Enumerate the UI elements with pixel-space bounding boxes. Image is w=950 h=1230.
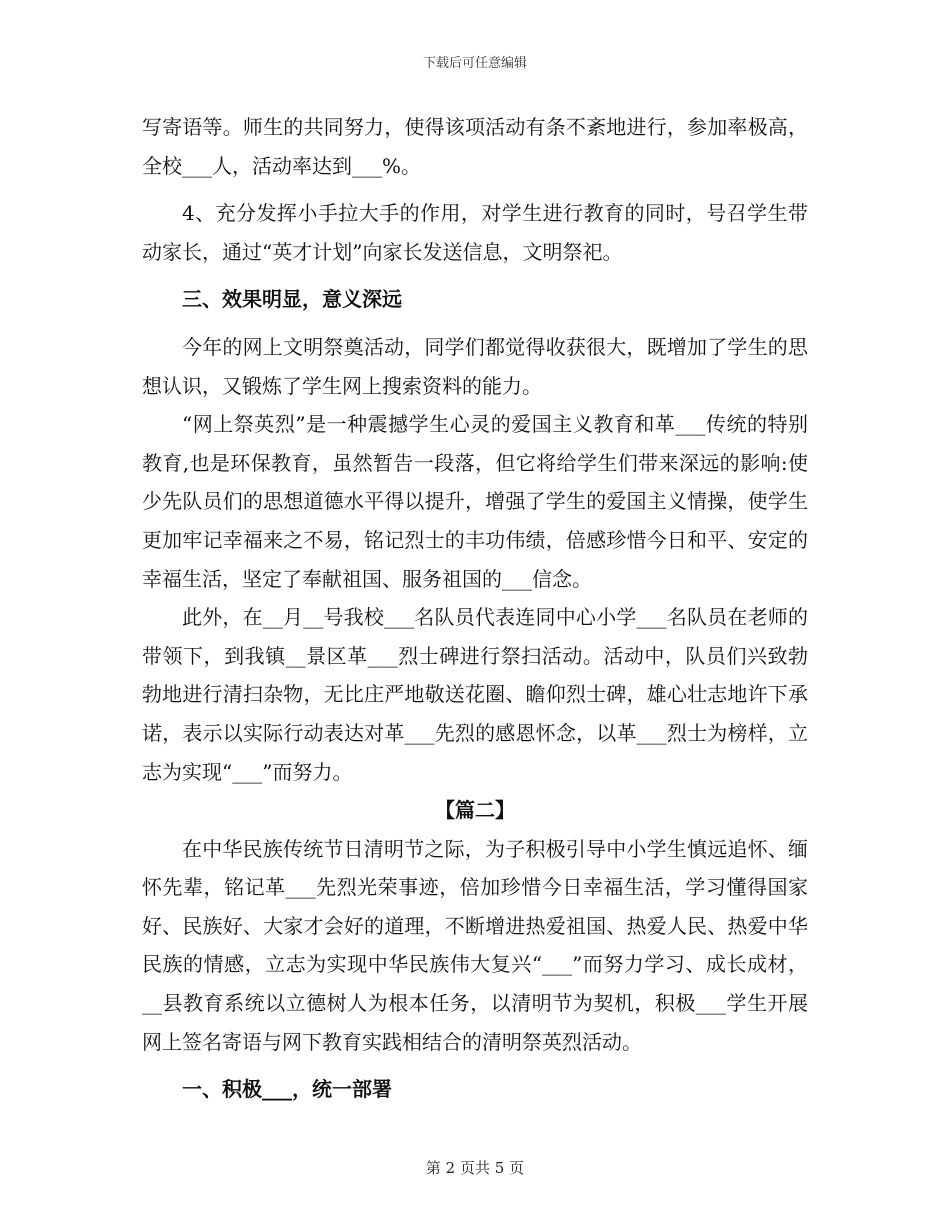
paragraph-additional: 此外，在__月__号我校___名队员代表连同中心小学___名队员在老师的带领下，到我镇__景区革___烈士碑进行祭扫活动。活动中，队员们兴致勃勃地进行清扫杂物，无比庄严地敬送花圈、瞻仰烈士碑，雄心壮志地许下承诺，表示以实际行动表达对革___先烈的感恩怀念，以革___烈士为榜样，立志为实现“___”而努力。 [142, 605, 808, 784]
paragraph-continuation: 写寄语等。师生的共同努力，使得该项活动有条不紊地进行，参加率极高，全校___人，活动率达到___%。 [142, 115, 808, 178]
section-heading-1: 一、积极___，统一部署 [182, 1077, 392, 1102]
section-heading-3: 三、效果明显，意义深远 [182, 287, 402, 312]
paragraph-results: 今年的网上文明祭奠活动，同学们都觉得收获很大，既增加了学生的思想认识，又锻炼了学生网上搜索资料的能力。 [142, 334, 808, 398]
paragraph-item-4: 4、充分发挥小手拉大手的作用，对学生进行教育的同时，号召学生带动家长，通过“英才计划”向家长发送信息，文明祭祀。 [142, 201, 808, 264]
paragraph-part-two-intro: 在中华民族传统节日清明节之际，为子积极引导中小学生慎远追怀、缅怀先辈，铭记革___先烈光荣事迹，倍加珍惜今日幸福生活，学习懂得国家好、民族好、大家才会好的道理，不断增进热爱祖国、热爱人民、热爱中华民族的情感，立志为实现中华民族伟大复兴“___”而努力学习、成长成材，__县教育系统以立德树人为根本任务，以清明节为契机，积极___学生开展网上签名寄语与网下教育实践相结合的清明祭英烈活动。 [142, 836, 808, 1054]
page-footer: 第 2 页共 5 页 [425, 1159, 525, 1177]
paragraph-significance: “网上祭英烈”是一种震撼学生心灵的爱国主义教育和革___传统的特别教育,也是环保教育，虽然暂告一段落，但它将给学生们带来深远的影响:使少先队员们的思想道德水平得以提升，增强了学生的爱国主义情操，使学生更加牢记幸福来之不易，铭记烈士的丰功伟绩，倍感珍惜今日和平、安定的幸福生活，坚定了奉献祖国、服务祖国的___信念。 [142, 412, 808, 591]
part-two-title: 【篇二】 [435, 798, 515, 823]
document-body [142, 108, 808, 1109]
page-header: 下载后可任意编辑 [422, 56, 527, 71]
